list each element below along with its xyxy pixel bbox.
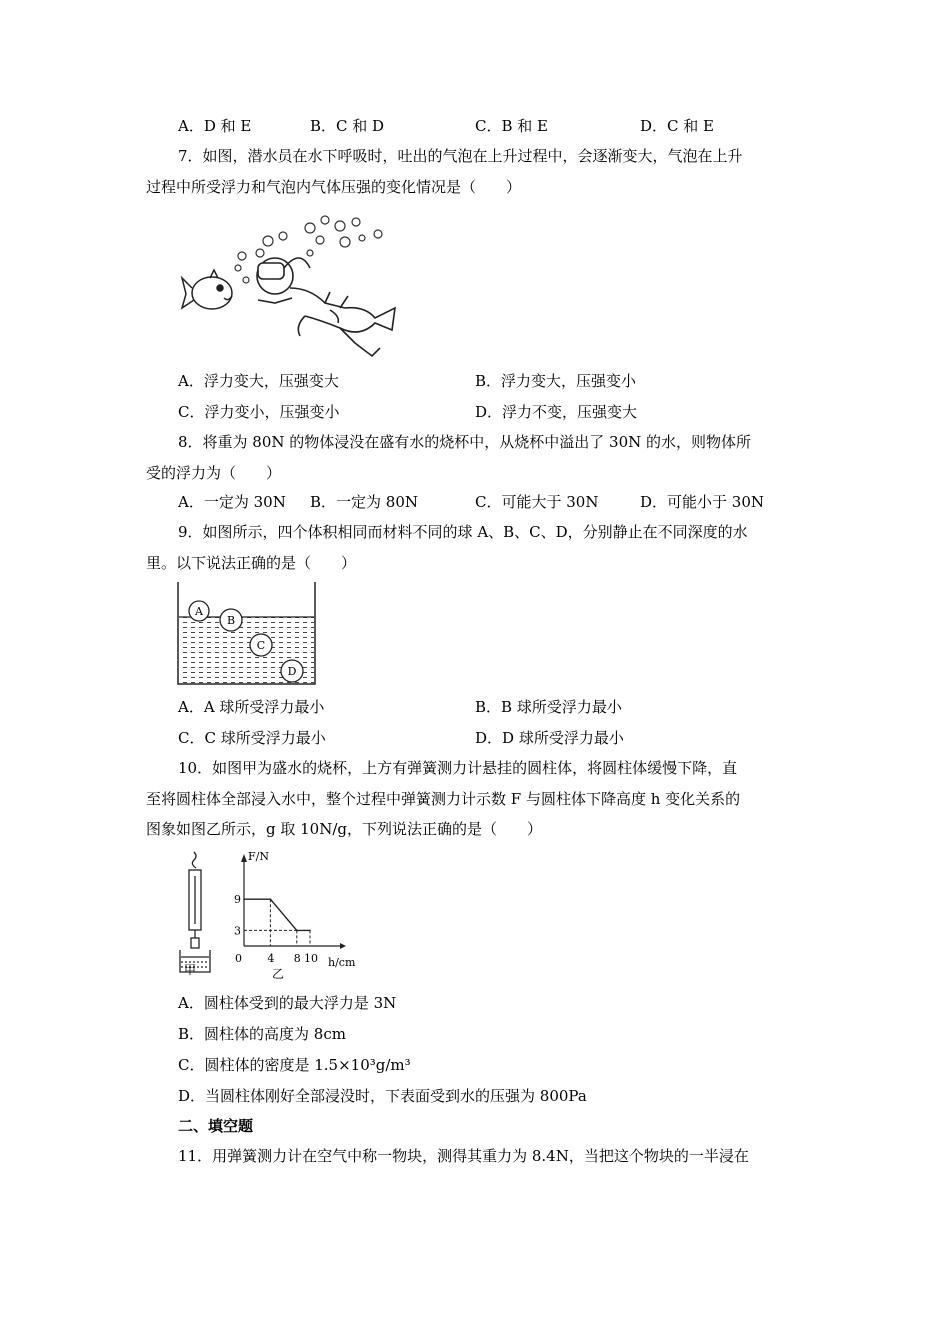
q7-option-d: D．浮力不变，压强变大: [475, 403, 638, 421]
ball-b: [220, 609, 242, 631]
series-line: [244, 899, 310, 930]
x-axis-label: h/cm: [328, 956, 356, 969]
y-tick-label: 9: [234, 893, 241, 907]
hook-icon: [192, 852, 196, 868]
x-tick-label: 10: [304, 952, 318, 965]
y-axis-arrow: [241, 854, 247, 862]
q9-option-c: C．C 球所受浮力最小: [178, 729, 326, 747]
x-tick-label: 4: [267, 952, 275, 965]
q6-option-d: D．C 和 E: [640, 117, 714, 135]
ball-c-label: C: [256, 639, 266, 652]
q10-option-c: C．圆柱体的密度是 1.5×10³g/m³: [178, 1056, 411, 1074]
q9-text-line2: 里。以下说法正确的是（ ）: [146, 554, 357, 572]
data-point: [309, 930, 311, 932]
q10-text-line2: 至将圆柱体全部浸入水中，整个过程中弹簧测力计示数 F 与圆柱体下降高度 h 变化关系的: [146, 790, 741, 808]
y-tick-label: 3: [234, 924, 241, 938]
q8-text-line1: 8．将重为 80N 的物体浸没在盛有水的烧杯中，从烧杯中溢出了 30N 的水，则物体所: [178, 433, 752, 451]
q9-option-a: A．A 球所受浮力最小: [178, 698, 325, 716]
x-axis-arrow: [340, 943, 346, 949]
q6-option-a: A．D 和 E: [178, 117, 252, 135]
x-tick-label: 0: [235, 952, 242, 965]
x-tick-label: 8: [293, 952, 301, 965]
q7-text-line2: 过程中所受浮力和气泡内气体压强的变化情况是（ ）: [146, 178, 522, 196]
q7-option-a: A．浮力变大，压强变大: [178, 372, 339, 390]
q7-text-line1: 7．如图，潜水员在水下呼吸时，吐出的气泡在上升过程中，会逐渐变大，气泡在上升: [178, 147, 743, 165]
q8-option-b: B．一定为 80N: [310, 493, 419, 511]
cylinder-icon: [191, 938, 199, 948]
q10-option-d: D．当圆柱体刚好全部浸没时，下表面受到水的压强为 800Pa: [178, 1087, 587, 1105]
q8-option-a: A．一定为 30N: [178, 493, 286, 511]
q9-option-b: B．B 球所受浮力最小: [475, 698, 622, 716]
q10-text-line3: 图象如图乙所示，g 取 10N/g，下列说法正确的是（ ）: [146, 820, 543, 838]
ball-b-label: B: [226, 614, 236, 627]
ball-d: [281, 660, 303, 682]
force-height-chart: [222, 848, 367, 980]
q7-option-c: C．浮力变小，压强变小: [178, 403, 340, 421]
ball-a-label: A: [195, 605, 203, 618]
data-point: [243, 898, 245, 900]
q6-option-b: B．C 和 D: [310, 117, 385, 135]
ball-a: [189, 601, 209, 621]
q8-option-d: D．可能小于 30N: [640, 493, 765, 511]
q9-option-d: D．D 球所受浮力最小: [475, 729, 624, 747]
q10-option-a: A．圆柱体受到的最大浮力是 3N: [178, 994, 397, 1012]
fish-icon: [182, 270, 232, 309]
data-point: [270, 898, 272, 900]
y-axis-label: F/N: [248, 850, 269, 863]
spring-scale-figure: [176, 850, 216, 978]
data-point: [296, 930, 298, 932]
q8-text-line2: 受的浮力为（ ）: [146, 464, 282, 482]
diver-icon: [257, 258, 395, 356]
ball-c: [250, 634, 272, 656]
q10-option-b: B．圆柱体的高度为 8cm: [178, 1025, 346, 1043]
diver-illustration: [180, 208, 415, 358]
q8-option-c: C．可能大于 30N: [475, 493, 599, 511]
beaker-balls-figure: [175, 580, 320, 688]
q9-text-line1: 9．如图所示，四个体积相同而材料不同的球 A、B、C、D，分别静止在不同深度的水: [178, 523, 748, 541]
figure-jia-label: 甲: [184, 963, 197, 977]
ball-d-label: D: [287, 665, 297, 678]
figure-yi-label: 乙: [272, 967, 285, 981]
q6-option-c: C．B 和 E: [475, 117, 548, 135]
q7-option-b: B．浮力变大，压强变小: [475, 372, 637, 390]
section-title: 二、填空题: [178, 1117, 254, 1135]
q11-text-line1: 11．用弹簧测力计在空气中称一物块，测得其重力为 8.4N，当把这个物块的一半浸在: [178, 1147, 749, 1165]
q10-text-line1: 10．如图甲为盛水的烧杯，上方有弹簧测力计悬挂的圆柱体，将圆柱体缓慢下降，直: [178, 759, 738, 777]
